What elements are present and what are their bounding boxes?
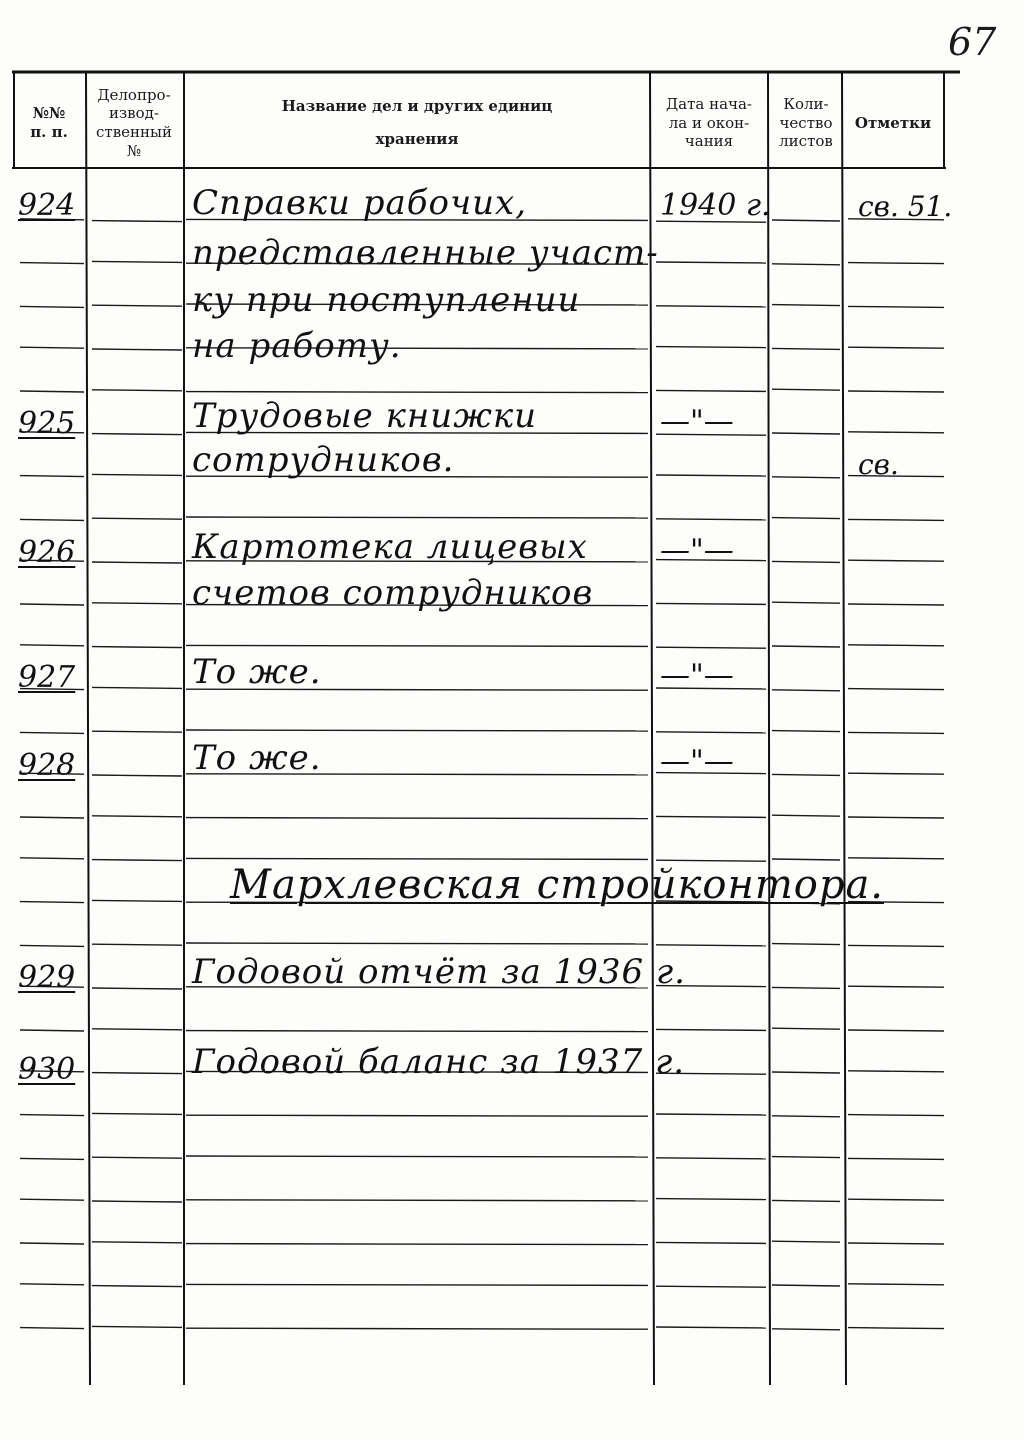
header-date-column: Дата нача- ла и окон- чания: [665, 94, 752, 151]
entry-title-line: сотрудников.: [192, 440, 455, 480]
header-number-column: №№ п. п.: [30, 104, 68, 141]
section-heading: Мархлевская стройконтора.: [230, 862, 885, 908]
entry-title-line: Трудовые книжки: [192, 396, 538, 436]
entry-title-line: Картотека лицевых: [192, 527, 588, 567]
entry-date: —"—: [660, 744, 734, 779]
entry-title-line: То же.: [192, 738, 322, 778]
entry-mark: св. 51.: [858, 190, 953, 223]
entry-title-line: То же.: [192, 652, 322, 692]
entry-title-line: представленные участ-: [192, 233, 659, 273]
header-delo-column: Делопро- извод- ственный №: [96, 85, 172, 160]
header-marks-column: Отметки: [854, 113, 932, 132]
entry-number: 927: [18, 660, 76, 695]
entry-date: 1940 г.: [660, 188, 771, 223]
entry-number: 926: [18, 535, 76, 570]
entry-number: 925: [18, 406, 76, 441]
entry-title-line: на работу.: [192, 326, 402, 366]
page-number: 67: [948, 20, 997, 64]
entry-title-line: Годовой баланс за 1937 г.: [192, 1042, 686, 1082]
header-count-column: Коли- чество листов: [779, 94, 833, 151]
entry-number: 924: [18, 188, 76, 223]
entry-date: —"—: [660, 404, 734, 439]
entry-date: —"—: [660, 533, 734, 568]
entry-mark: св.: [858, 448, 899, 481]
entry-title-line: ку при поступлении: [192, 280, 581, 320]
entry-number: 929: [18, 960, 76, 995]
entry-title-line: Справки рабочих,: [192, 183, 528, 223]
entry-number: 930: [18, 1052, 76, 1087]
entry-date: —"—: [660, 658, 734, 693]
header-name-column: Название дел и других единиц хранения: [281, 97, 553, 148]
entry-title-line: счетов сотрудников: [192, 573, 594, 613]
entry-number: 928: [18, 748, 76, 783]
entry-title-line: Годовой отчёт за 1936 г.: [192, 952, 686, 992]
